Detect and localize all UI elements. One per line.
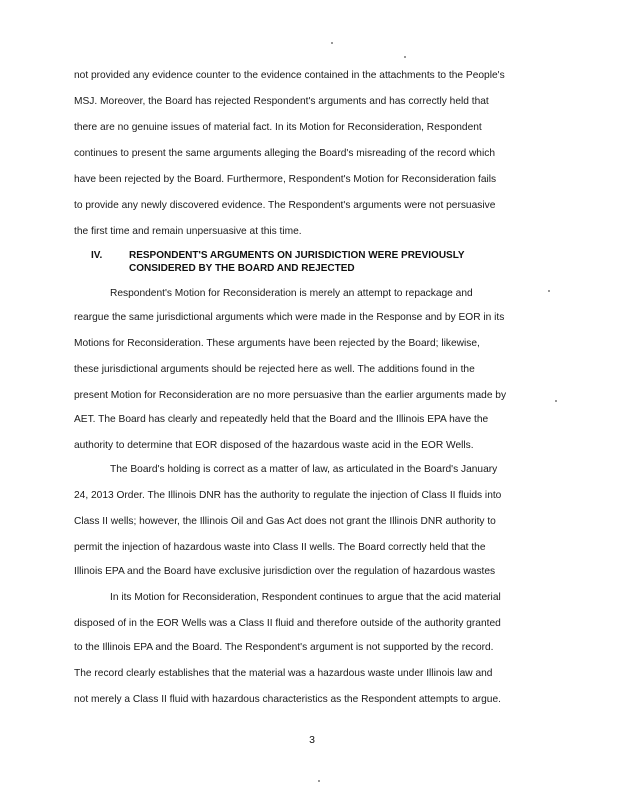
text-line: In its Motion for Reconsideration, Respondent continues to argue that the acid material (110, 592, 501, 603)
text-line: not provided any evidence counter to the evidence contained in the attachments to the People's (74, 70, 505, 81)
text-line: disposed of in the EOR Wells was a Class II fluid and therefore outside of the authority granted (74, 618, 501, 629)
text-line: AET. The Board has clearly and repeatedly held that the Board and the Illinois EPA have the (74, 414, 489, 425)
text-line: continues to present the same arguments alleging the Board's misreading of the record which (74, 148, 496, 159)
section-title-line: CONSIDERED BY THE BOARD AND REJECTED (129, 263, 355, 274)
section-number: IV. (91, 250, 103, 261)
section-title-line: RESPONDENT'S ARGUMENTS ON JURISDICTION WERE PREVIOUSLY (129, 250, 465, 261)
scan-speck (548, 290, 550, 292)
text-line: reargue the same jurisdictional arguments which were made in the Response and by EOR in its (74, 312, 505, 323)
text-line: not merely a Class II fluid with hazardous characteristics as the Respondent attempts to argue. (74, 694, 501, 705)
text-line: 24, 2013 Order. The Illinois DNR has the authority to regulate the injection of Class II fluids into (74, 490, 502, 501)
scan-speck (318, 780, 320, 782)
text-line: the first time and remain unpersuasive at this time. (74, 226, 302, 237)
text-line: MSJ. Moreover, the Board has rejected Respondent's arguments and has correctly held that (74, 96, 489, 107)
text-line: Motions for Reconsideration. These arguments have been rejected by the Board; likewise, (74, 338, 480, 349)
text-line: to the Illinois EPA and the Board. The Respondent's argument is not supported by the record. (74, 642, 494, 653)
text-line: authority to determine that EOR disposed of the hazardous waste acid in the EOR Wells. (74, 440, 474, 451)
text-line: to provide any newly discovered evidence. The Respondent's arguments were not persuasive (74, 200, 496, 211)
scan-speck (404, 56, 406, 58)
text-line: there are no genuine issues of material fact. In its Motion for Reconsideration, Respondent (74, 122, 482, 133)
scan-speck (555, 400, 557, 402)
text-line: have been rejected by the Board. Furthermore, Respondent's Motion for Reconsideration fails (74, 174, 497, 185)
text-line: Respondent's Motion for Reconsideration is merely an attempt to repackage and (110, 288, 473, 299)
page-number: 3 (309, 734, 315, 746)
text-line: Class II wells; however, the Illinois Oil and Gas Act does not grant the Illinois DNR authority to (74, 516, 496, 527)
scan-speck (331, 42, 333, 44)
text-line: Illinois EPA and the Board have exclusive jurisdiction over the regulation of hazardous wastes (74, 566, 496, 577)
text-line: present Motion for Reconsideration are no more persuasive than the earlier arguments made by (74, 390, 507, 401)
text-line: permit the injection of hazardous waste into Class II wells. The Board correctly held that the (74, 542, 486, 553)
text-line: these jurisdictional arguments should be rejected here as well. The additions found in the (74, 364, 475, 375)
text-line: The record clearly establishes that the material was a hazardous waste under Illinois law and (74, 668, 493, 679)
text-line: The Board's holding is correct as a matter of law, as articulated in the Board's January (110, 464, 498, 475)
